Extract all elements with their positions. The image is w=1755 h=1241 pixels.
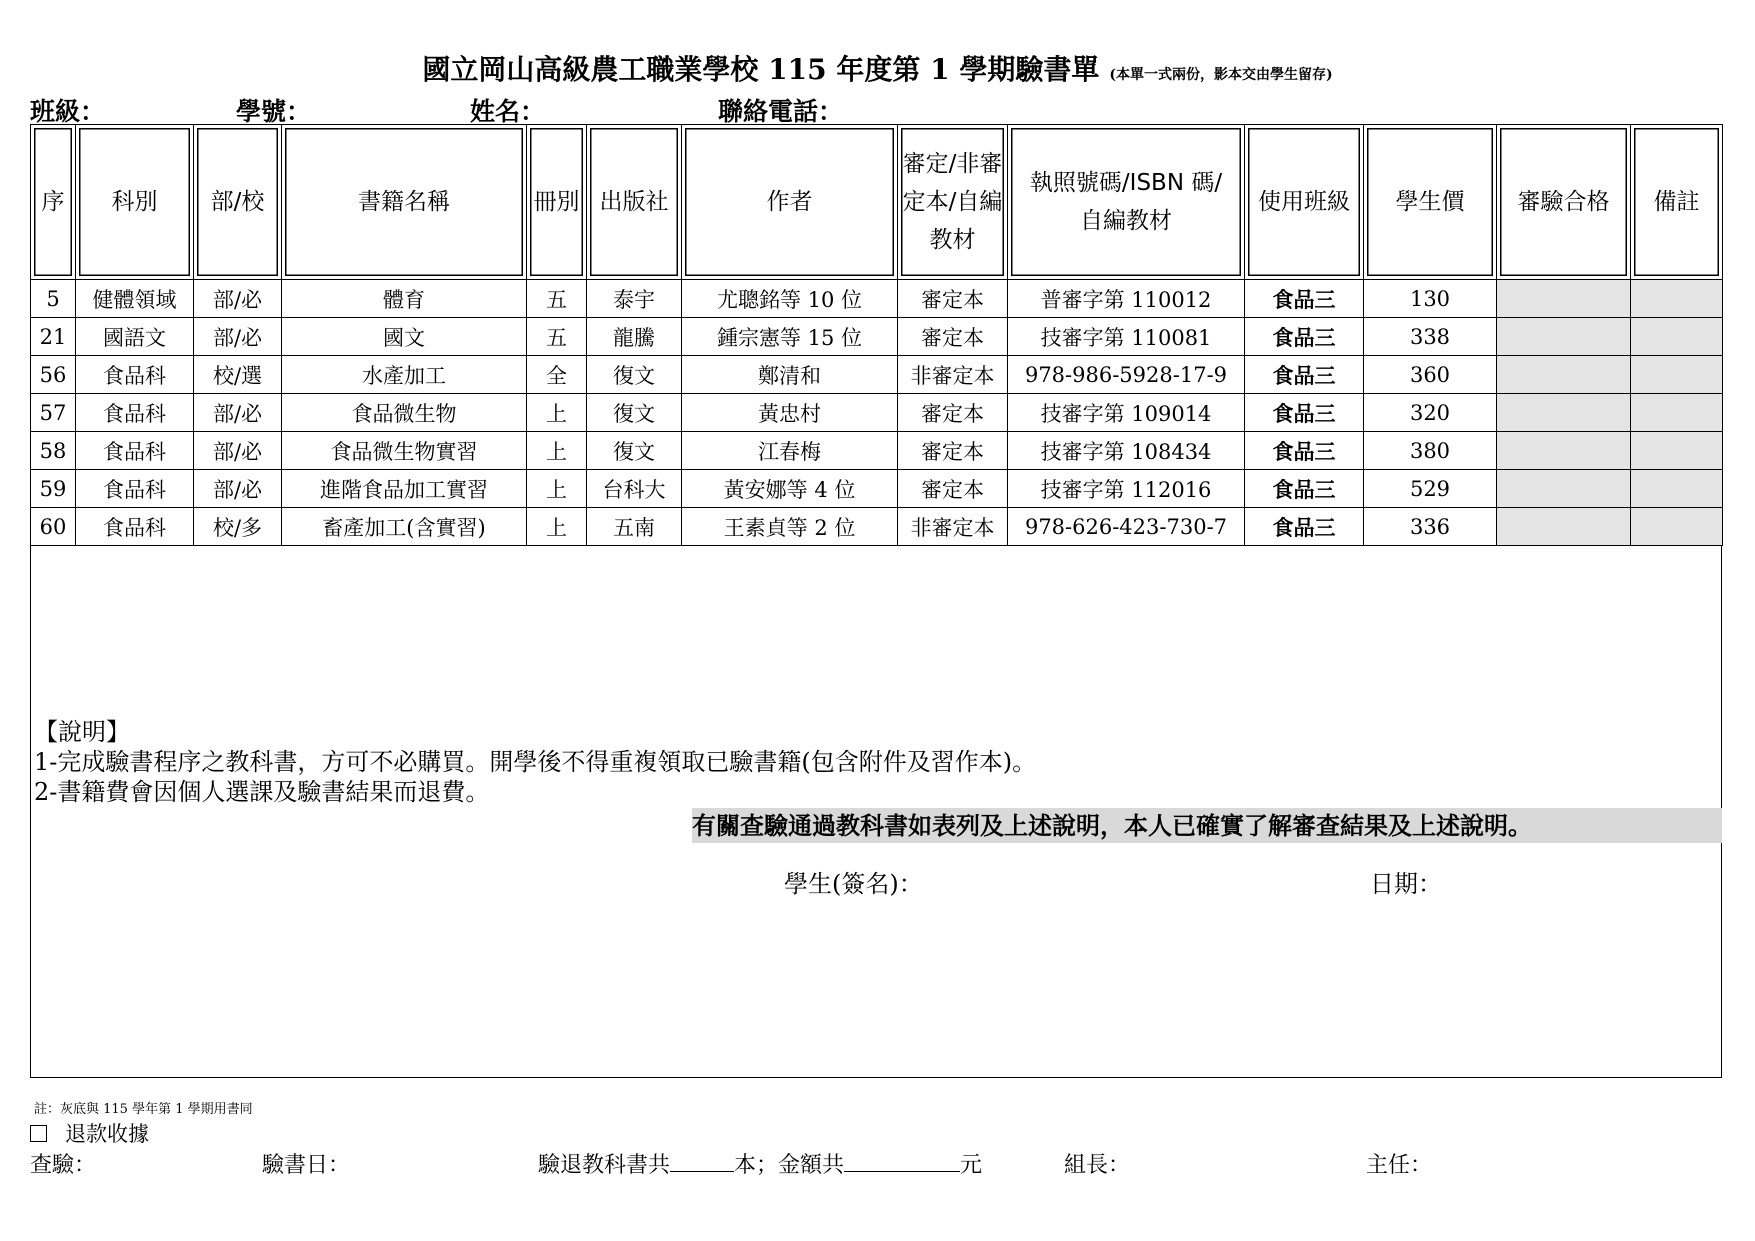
table-cell[interactable]: [1631, 356, 1723, 394]
column-header: 學生價: [1364, 125, 1497, 280]
table-cell: 部/必: [194, 432, 282, 470]
director-label: 主任：: [1366, 1153, 1433, 1178]
table-cell: 復文: [587, 394, 682, 432]
group-leader-label: 組長：: [1064, 1153, 1131, 1178]
column-header: 執照號碼/ISBN 碼/自編教材: [1008, 125, 1245, 280]
table-cell: 國文: [282, 318, 527, 356]
table-cell: 食品科: [76, 432, 194, 470]
table-cell: 進階食品加工實習: [282, 470, 527, 508]
table-cell: 上: [527, 394, 587, 432]
table-cell: 食品三: [1245, 280, 1364, 318]
column-header: 冊別: [527, 125, 587, 280]
table-cell: 尤聰銘等 10 位: [682, 280, 898, 318]
table-cell[interactable]: [1497, 280, 1631, 318]
table-cell[interactable]: [1631, 470, 1723, 508]
table-row: [31, 280, 1723, 318]
book-table: [30, 124, 1723, 546]
table-cell: 部/必: [194, 394, 282, 432]
table-body: [31, 280, 1723, 546]
table-cell: 水產加工: [282, 356, 527, 394]
column-header: 使用班級: [1245, 125, 1364, 280]
table-cell: 食品三: [1245, 470, 1364, 508]
table-cell: 鍾宗憲等 15 位: [682, 318, 898, 356]
table-cell: 360: [1364, 356, 1497, 394]
column-header: 審驗合格: [1497, 125, 1631, 280]
page-title: [0, 48, 1755, 88]
table-cell: 校/選: [194, 356, 282, 394]
table-cell: 體育: [282, 280, 527, 318]
refund-checkbox[interactable]: [30, 1125, 47, 1142]
confirmation-statement: 有關查驗通過教科書如表列及上述說明，本人已確實了解審查結果及上述說明。: [692, 808, 1722, 843]
table-cell: 上: [527, 470, 587, 508]
table-cell: 57: [31, 394, 76, 432]
table-cell: 龍騰: [587, 318, 682, 356]
returned-mid: 本；金額共: [734, 1153, 845, 1178]
explanation-line-2: 2-書籍費會因個人選課及驗書結果而退費。: [34, 778, 490, 806]
column-header: 科別: [76, 125, 194, 280]
table-cell: 978-986-5928-17-9: [1008, 356, 1245, 394]
table-cell[interactable]: [1631, 508, 1723, 546]
table-cell: 食品微生物: [282, 394, 527, 432]
table-cell: 校/多: [194, 508, 282, 546]
table-cell: 鄭清和: [682, 356, 898, 394]
phone-label: 聯絡電話：: [718, 97, 844, 126]
explanation-heading: 【說明】: [34, 718, 130, 746]
returned-prefix: 驗退教科書共: [538, 1153, 671, 1178]
table-cell: 食品微生物實習: [282, 432, 527, 470]
student-signature-label: 學生(簽名)：: [784, 870, 923, 898]
table-cell: 56: [31, 356, 76, 394]
table-cell: 380: [1364, 432, 1497, 470]
table-cell: 全: [527, 356, 587, 394]
table-cell: 食品三: [1245, 508, 1364, 546]
table-cell: 上: [527, 508, 587, 546]
table-cell: 食品科: [76, 508, 194, 546]
table-cell: 320: [1364, 394, 1497, 432]
table-row: [31, 318, 1723, 356]
inspection-date-label: 驗書日：: [262, 1153, 351, 1178]
table-cell: 國語文: [76, 318, 194, 356]
table-cell: 技審字第 109014: [1008, 394, 1245, 432]
table-cell: 非審定本: [898, 508, 1008, 546]
table-cell: 江春梅: [682, 432, 898, 470]
column-header: 出版社: [587, 125, 682, 280]
table-cell[interactable]: [1497, 318, 1631, 356]
table-cell: 21: [31, 318, 76, 356]
table-cell: 58: [31, 432, 76, 470]
table-row: [31, 470, 1723, 508]
table-cell[interactable]: [1497, 470, 1631, 508]
table-cell[interactable]: [1631, 280, 1723, 318]
table-row: [31, 356, 1723, 394]
table-cell: 台科大: [587, 470, 682, 508]
table-cell: 非審定本: [898, 356, 1008, 394]
table-cell: 5: [31, 280, 76, 318]
table-cell: 審定本: [898, 432, 1008, 470]
table-cell: 復文: [587, 432, 682, 470]
table-cell: 健體領域: [76, 280, 194, 318]
inspector-label: 查驗：: [30, 1153, 97, 1178]
refund-label: 退款收據: [65, 1122, 149, 1146]
table-cell: 食品科: [76, 470, 194, 508]
table-cell[interactable]: [1497, 356, 1631, 394]
returned-count-blank[interactable]: [670, 1149, 734, 1172]
table-cell: 技審字第 110081: [1008, 318, 1245, 356]
column-header: 審定/非審定本/自編教材: [898, 125, 1008, 280]
table-header-row: [31, 125, 1723, 280]
table-cell: 審定本: [898, 318, 1008, 356]
table-cell: 338: [1364, 318, 1497, 356]
table-cell: 畜產加工(含實習): [282, 508, 527, 546]
title-note: (本單一式兩份，影本交由學生留存): [1109, 67, 1333, 83]
table-cell: 食品三: [1245, 356, 1364, 394]
student-id-label: 學號：: [236, 97, 312, 126]
table-cell: 五: [527, 280, 587, 318]
returned-suffix: 元: [960, 1153, 983, 1178]
table-cell: 60: [31, 508, 76, 546]
table-cell: 復文: [587, 356, 682, 394]
table-cell: 978-626-423-730-7: [1008, 508, 1245, 546]
table-row: [31, 432, 1723, 470]
table-cell: 黃忠村: [682, 394, 898, 432]
column-header: 備註: [1631, 125, 1723, 280]
title-text: 國立岡山高級農工職業學校 115 年度第 1 學期驗書單: [422, 53, 1100, 86]
table-cell: 上: [527, 432, 587, 470]
table-cell: 食品三: [1245, 432, 1364, 470]
table-cell: 泰宇: [587, 280, 682, 318]
table-cell: 130: [1364, 280, 1497, 318]
class-label: 班級：: [30, 97, 106, 126]
table-cell: 五: [527, 318, 587, 356]
table-cell: 336: [1364, 508, 1497, 546]
table-cell[interactable]: [1631, 318, 1723, 356]
table-cell[interactable]: [1497, 432, 1631, 470]
table-cell: 審定本: [898, 470, 1008, 508]
table-row: [31, 394, 1723, 432]
column-header: 作者: [682, 125, 898, 280]
column-header: 書籍名稱: [282, 125, 527, 280]
table-cell: 529: [1364, 470, 1497, 508]
table-cell: 普審字第 110012: [1008, 280, 1245, 318]
table-cell: 審定本: [898, 280, 1008, 318]
returned-books-summary: [538, 1148, 982, 1179]
returned-amount-blank[interactable]: [844, 1149, 960, 1172]
table-cell: 食品三: [1245, 318, 1364, 356]
footnote: 註：灰底與 115 學年第 1 學期用書同: [34, 1102, 253, 1117]
signature-date-label: 日期：: [1370, 870, 1442, 898]
column-header: 序: [31, 125, 76, 280]
table-cell: 部/必: [194, 280, 282, 318]
table-cell: 王素貞等 2 位: [682, 508, 898, 546]
table-cell[interactable]: [1631, 394, 1723, 432]
table-cell[interactable]: [1497, 508, 1631, 546]
table-cell: 部/必: [194, 470, 282, 508]
table-cell: 食品科: [76, 394, 194, 432]
table-cell: 五南: [587, 508, 682, 546]
table-cell: 59: [31, 470, 76, 508]
name-label: 姓名：: [470, 97, 546, 126]
column-header: 部/校: [194, 125, 282, 280]
table-cell: 黃安娜等 4 位: [682, 470, 898, 508]
explanation-line-1: 1-完成驗書程序之教科書，方可不必購買。開學後不得重複領取已驗書籍(包含附件及習作本)。: [34, 748, 1037, 776]
table-row: [31, 508, 1723, 546]
table-cell[interactable]: [1497, 394, 1631, 432]
table-cell: 技審字第 108434: [1008, 432, 1245, 470]
refund-receipt: [30, 1118, 149, 1148]
table-cell: 食品科: [76, 356, 194, 394]
table-cell: 審定本: [898, 394, 1008, 432]
table-cell: 食品三: [1245, 394, 1364, 432]
table-cell: 技審字第 112016: [1008, 470, 1245, 508]
table-cell: 部/必: [194, 318, 282, 356]
table-cell[interactable]: [1631, 432, 1723, 470]
